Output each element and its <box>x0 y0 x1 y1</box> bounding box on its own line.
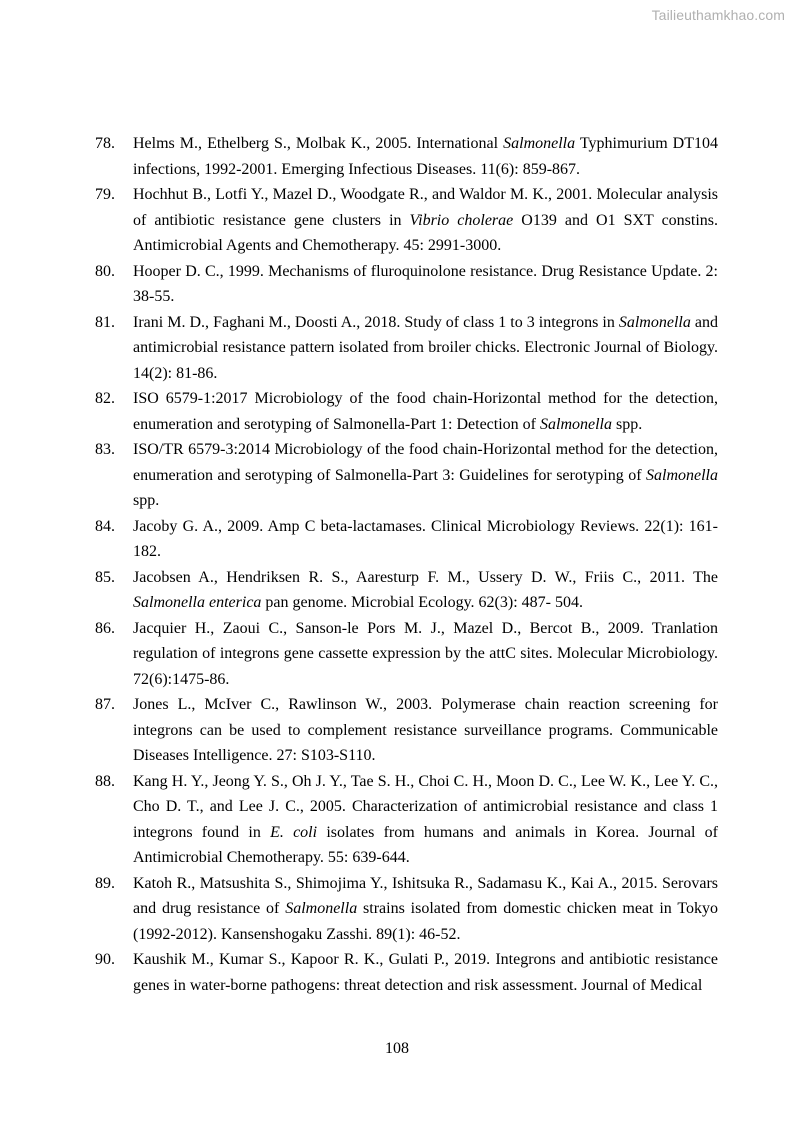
reference-text-segment: Helms M., Ethelberg S., Molbak K., 2005. International <box>133 135 504 152</box>
reference-item <box>95 310 718 387</box>
reference-text <box>133 951 718 994</box>
reference-text-segment: Jacoby G. A., 2009. Amp C beta-lactamases. Clinical Microbiology Reviews. 22(1): 161-182. <box>133 517 718 560</box>
reference-text <box>133 773 718 867</box>
watermark-text: Tailieuthamkhao.com <box>651 7 785 23</box>
reference-italic-text: Salmonella <box>285 900 358 917</box>
reference-item <box>95 182 718 259</box>
reference-item <box>95 514 718 565</box>
reference-text-segment: Irani M. D., Faghani M., Doosti A., 2018. Study of class 1 to 3 integrons in <box>133 313 619 331</box>
reference-number: 84. <box>95 517 115 535</box>
reference-text <box>133 186 718 254</box>
reference-number: 78. <box>95 135 115 152</box>
reference-number: 83. <box>95 441 115 458</box>
reference-italic-text: Salmonella enterica <box>133 594 262 611</box>
reference-italic-text: Salmonella <box>646 466 718 484</box>
reference-text-segment: pan genome. Microbial Ecology. 62(3): 487- 504. <box>261 594 583 611</box>
reference-number: 82. <box>95 390 115 407</box>
reference-italic-text: Salmonella <box>618 313 691 331</box>
reference-italic-text: Salmonella <box>503 135 576 152</box>
reference-list <box>95 131 718 998</box>
reference-text <box>133 263 718 306</box>
reference-text-segment: strains isolated from domestic chicken meat in Tokyo (1992-2012). Kansenshogaku Zasshi. 89(1): 46-52. <box>133 900 718 943</box>
reference-item <box>95 616 718 693</box>
reference-text <box>133 518 718 561</box>
reference-text <box>133 390 718 433</box>
reference-item <box>95 769 718 871</box>
page-number: 108 <box>385 1040 409 1057</box>
reference-text-segment: Jones L., McIver C., Rawlinson W., 2003. Polymerase chain reaction screening for integrons can be used to complement resistance surveillance programs. Communicable Diseases Intelligence. 27: S103-S110. <box>133 696 718 764</box>
reference-number: 89. <box>95 874 115 892</box>
reference-number: 81. <box>95 313 115 331</box>
reference-text-segment: ISO 6579-1:2017 Microbiology of the food chain-Horizontal method for the detection, enumeration and serotyping of Salmonella-Part 1: Detection of <box>133 390 718 433</box>
reference-item <box>95 259 718 310</box>
reference-text-segment: Katoh R., Matsushita S., Shimojima Y., Ishitsuka R., Sadamasu K., Kai A., 2015. Serovars and drug resistance of <box>133 874 718 917</box>
reference-text-segment: O139 and O1 SXT constins. Antimicrobial Agents and Chemotherapy. 45: 2991-3000. <box>133 211 719 254</box>
reference-text-segment: Hooper D. C., 1999. Mechanisms of fluroquinolone resistance. Drug Resistance Update. 2: 38-55. <box>133 262 718 305</box>
reference-number: 86. <box>95 619 115 637</box>
reference-text-segment: Typhimurium DT104 infections, 1992-2001. Emerging Infectious Diseases. 11(6): 859-867. <box>133 135 718 178</box>
reference-text-segment: and antimicrobial resistance pattern isolated from broiler chicks. Electronic Journal of Biology. 14(2): 81-86. <box>133 313 718 382</box>
reference-number: 88. <box>95 772 115 790</box>
reference-text-segment: isolates from humans and animals in Korea. Journal of Antimicrobial Chemotherapy. 55: 639-644. <box>133 823 718 866</box>
reference-text-segment: spp. <box>133 492 160 509</box>
reference-text <box>133 875 718 943</box>
reference-text <box>133 620 718 688</box>
reference-text-segment: spp. <box>612 415 643 433</box>
reference-item <box>95 692 718 769</box>
reference-text-segment: Kaushik M., Kumar S., Kapoor R. K., Gulati P., 2019. Integrons and antibiotic resistance genes in water-borne pathogens: threat detection and risk assessment. Journal of Medical <box>133 951 718 994</box>
reference-number: 87. <box>95 696 115 713</box>
reference-item <box>95 565 718 616</box>
reference-number: 80. <box>95 262 115 280</box>
reference-text-segment: Hochhut B., Lotfi Y., Mazel D., Woodgate R., and Waldor M. K., 2001. Molecular analysis of antibiotic resistance gene clusters in <box>133 186 718 229</box>
reference-text-segment: ISO/TR 6579-3:2014 Microbiology of the food chain-Horizontal method for the detection, enumeration and serotyping of Salmonella-Part 3: Guidelines for serotyping of <box>133 441 718 484</box>
reference-item <box>95 131 718 182</box>
reference-text <box>133 135 718 178</box>
reference-item <box>95 437 718 514</box>
reference-text <box>133 314 718 382</box>
reference-number: 79. <box>95 186 115 203</box>
reference-italic-text: Salmonella <box>540 415 612 433</box>
reference-text <box>133 441 718 509</box>
reference-number: 90. <box>95 951 115 968</box>
reference-italic-text: Vibrio cholerae <box>409 211 514 229</box>
reference-text <box>133 696 718 764</box>
reference-text-segment: Jacquier H., Zaoui C., Sanson-le Pors M. J., Mazel D., Bercot B., 2009. Tranlation regulation of integrons gene cassette expression by the attC sites. Molecular Microbiology. 72(6):1475-86. <box>133 619 718 688</box>
reference-text-segment: Kang H. Y., Jeong Y. S., Oh J. Y., Tae S. H., Choi C. H., Moon D. C., Lee W. K., Lee Y. C., Cho D. T., and Lee J. C., 2005. Characterization of antimicrobial resistance and class 1 integrons found in <box>133 772 718 841</box>
reference-number: 85. <box>95 568 115 586</box>
reference-item <box>95 871 718 948</box>
reference-italic-text: E. coli <box>270 823 318 841</box>
reference-text <box>133 569 718 612</box>
reference-text-segment: Jacobsen A., Hendriksen R. S., Aaresturp F. M., Ussery D. W., Friis C., 2011. The <box>133 568 718 586</box>
reference-item <box>95 947 718 998</box>
reference-item <box>95 386 718 437</box>
